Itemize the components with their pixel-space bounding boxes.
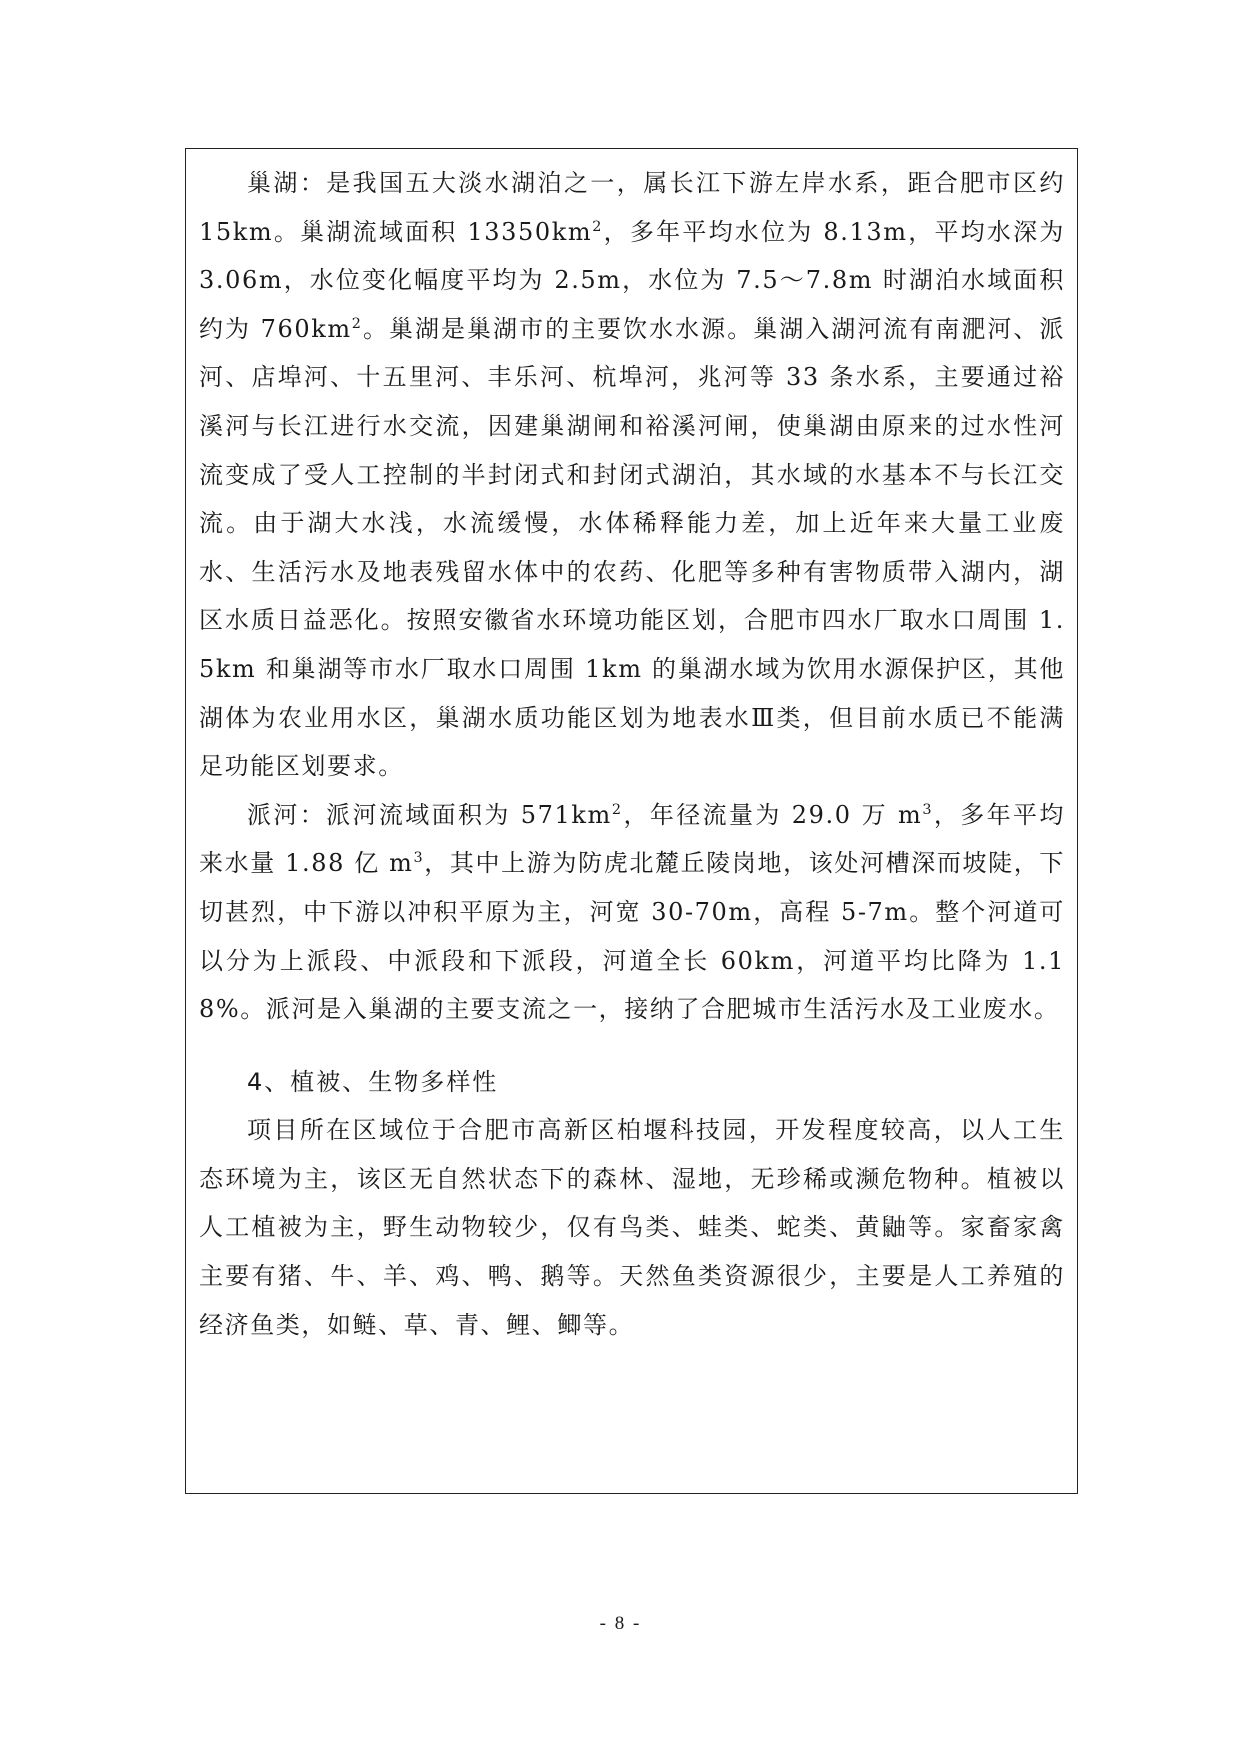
superscript-3: 3	[413, 850, 425, 867]
paragraph-paihe	[199, 791, 1065, 1034]
document-body	[199, 159, 1065, 1349]
superscript-2: 2	[611, 801, 623, 818]
chaohu-text-2: ，多年平均水位为 8.13m，平均水深为 3.06m，水位变化幅度平均为 2.5m，水位为 7.5～7.8m 时湖泊水域面积约为 760km	[199, 217, 1065, 343]
superscript-3: 3	[922, 801, 934, 818]
superscript-2: 2	[351, 315, 363, 332]
chaohu-text-1: 巢湖：是我国五大淡水湖泊之一，属长江下游左岸水系，距合肥市区约 15km。巢湖流域面积 13350km	[199, 169, 1065, 246]
paihe-text-3: ，多年平均来水量 1.88 亿 m	[199, 800, 1065, 878]
page-number: - 8 -	[599, 1613, 642, 1634]
paragraph-chaohu	[199, 159, 1065, 791]
paragraph-biodiversity: 项目所在区域位于合肥市高新区柏堰科技园，开发程度较高，以人工生态环境为主，该区无自然状态下的森林、湿地，无珍稀或濒危物种。植被以人工植被为主，野生动物较少，仅有鸟类、蛙类、蛇类、黄鼬等。家畜家禽主要有猪、牛、羊、鸡、鸭、鹅等。天然鱼类资源很少，主要是人工养殖的经济鱼类，如鲢、草、青、鲤、鲫等。	[199, 1116, 1065, 1339]
chaohu-text-3: 。巢湖是巢湖市的主要饮水水源。巢湖入湖河流有南淝河、派河、店埠河、十五里河、丰乐河、杭埠河，兆河等 33 条水系，主要通过裕溪河与长江进行水交流，因建巢湖闸和裕溪河闸，使巢湖由原来的过水性河流变成了受人工控制的半封闭式和封闭式湖泊，其水域的水基本不与长江交流。由于湖大水浅，水流缓慢，水体稀释能力差，加上近年来大量工业废水、生活污水及地表残留水体中的农药、化肥等多种有害物质带入湖内，湖区水质日益恶化。按照安徽省水环境功能区划，合肥市四水厂取水口周围 1.5km 和巢湖等市水厂取水口周围 1km 的巢湖水域为饮用水源保护区，其他湖体为农业用水区，巢湖水质功能区划为地表水Ⅲ类，但目前水质已不能满足功能区划要求。	[199, 314, 1065, 781]
paihe-text-2: ，年径流量为 29.0 万 m	[622, 800, 923, 829]
superscript-2: 2	[592, 218, 603, 235]
paihe-text-1: 派河：派河流域面积为 571km	[247, 800, 612, 829]
paihe-text-4: ，其中上游为防虎北麓丘陵岗地，该处河槽深而坡陡，下切甚烈，中下游以冲积平原为主，河宽 30-70m，高程 5-7m。整个河道可以分为上派段、中派段和下派段，河道全长 60km，河道平均比降为 1.18%。派河是入巢湖的主要支流之一，接纳了合肥城市生活污水及工业废水。	[199, 849, 1065, 1024]
section-heading-biodiversity: 4、植被、生物多样性	[247, 1067, 499, 1096]
content-frame	[185, 148, 1078, 1494]
